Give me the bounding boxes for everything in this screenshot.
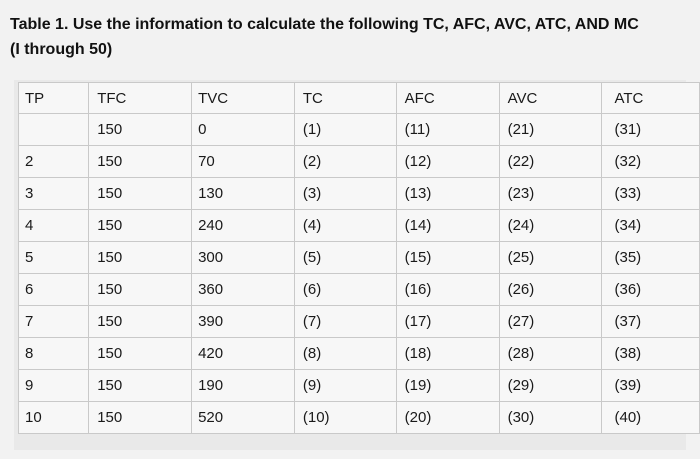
cell: 520: [192, 402, 295, 434]
cell: 8: [19, 338, 89, 370]
cell: (12): [396, 146, 499, 178]
cell: (21): [499, 114, 602, 146]
header-cell-avc: AVC: [499, 83, 602, 114]
cell: 390: [192, 306, 295, 338]
cell: 150: [89, 178, 192, 210]
cell: 360: [192, 274, 295, 306]
cell: 70: [192, 146, 295, 178]
cell: (36): [602, 274, 700, 306]
header-cell-tfc: TFC: [89, 83, 192, 114]
header-cell-afc: AFC: [396, 83, 499, 114]
cell: (3): [294, 178, 396, 210]
cell: 150: [89, 242, 192, 274]
caption-line-1: Table 1. Use the information to calculate the following TC, AFC, AVC, ATC, AND MC: [10, 16, 639, 33]
cell: [19, 114, 89, 146]
cell: (10): [294, 402, 396, 434]
table-row: [19, 306, 700, 338]
cell: (26): [499, 274, 602, 306]
cost-table: [18, 82, 700, 434]
header-cell-tp: TP: [19, 83, 89, 114]
table-row: [19, 338, 700, 370]
cell: 5: [19, 242, 89, 274]
cell: (31): [602, 114, 700, 146]
cell: (14): [396, 210, 499, 242]
cell: 150: [89, 210, 192, 242]
cell: 7: [19, 306, 89, 338]
cell: (15): [396, 242, 499, 274]
cell: 150: [89, 146, 192, 178]
cell: 9: [19, 370, 89, 402]
cell: (4): [294, 210, 396, 242]
cell: 0: [192, 114, 295, 146]
header-cell-tvc: TVC: [192, 83, 295, 114]
cell: (22): [499, 146, 602, 178]
cell: (11): [396, 114, 499, 146]
cell: 420: [192, 338, 295, 370]
table-row: [19, 274, 700, 306]
header-cell-tc: TC: [294, 83, 396, 114]
table-row: [19, 146, 700, 178]
cell: 150: [89, 402, 192, 434]
cell: (29): [499, 370, 602, 402]
table-row: [19, 178, 700, 210]
cell: 150: [89, 274, 192, 306]
table-row: [19, 242, 700, 274]
cell: (7): [294, 306, 396, 338]
cell: (18): [396, 338, 499, 370]
cell: (13): [396, 178, 499, 210]
cell: 190: [192, 370, 295, 402]
cell: 150: [89, 338, 192, 370]
cell: (17): [396, 306, 499, 338]
table-row: [19, 210, 700, 242]
cell: (38): [602, 338, 700, 370]
table-row: [19, 114, 700, 146]
caption-line-2: (I through 50): [10, 41, 113, 58]
cell: (1): [294, 114, 396, 146]
cell: 150: [89, 370, 192, 402]
cell: 10: [19, 402, 89, 434]
table-row: [19, 402, 700, 434]
table-caption: [10, 12, 690, 62]
cell: (39): [602, 370, 700, 402]
cell: 6: [19, 274, 89, 306]
cell: (35): [602, 242, 700, 274]
cell: (19): [396, 370, 499, 402]
cell: (25): [499, 242, 602, 274]
cell: 300: [192, 242, 295, 274]
cell: 4: [19, 210, 89, 242]
cell: (9): [294, 370, 396, 402]
cell: (6): [294, 274, 396, 306]
cell: (33): [602, 178, 700, 210]
cell: (5): [294, 242, 396, 274]
cell: 150: [89, 306, 192, 338]
cell: 130: [192, 178, 295, 210]
cell: (8): [294, 338, 396, 370]
cell: (34): [602, 210, 700, 242]
cell: 240: [192, 210, 295, 242]
header-cell-atc: ATC: [602, 83, 700, 114]
cell: (23): [499, 178, 602, 210]
cell: (32): [602, 146, 700, 178]
cell: (24): [499, 210, 602, 242]
cell: (20): [396, 402, 499, 434]
cell: 150: [89, 114, 192, 146]
table-row: [19, 370, 700, 402]
cell: 2: [19, 146, 89, 178]
cell: (30): [499, 402, 602, 434]
cell: (16): [396, 274, 499, 306]
header-row: [19, 83, 700, 114]
cell: 3: [19, 178, 89, 210]
cell: (28): [499, 338, 602, 370]
cell: (40): [602, 402, 700, 434]
cell: (2): [294, 146, 396, 178]
cell: (37): [602, 306, 700, 338]
cell: (27): [499, 306, 602, 338]
